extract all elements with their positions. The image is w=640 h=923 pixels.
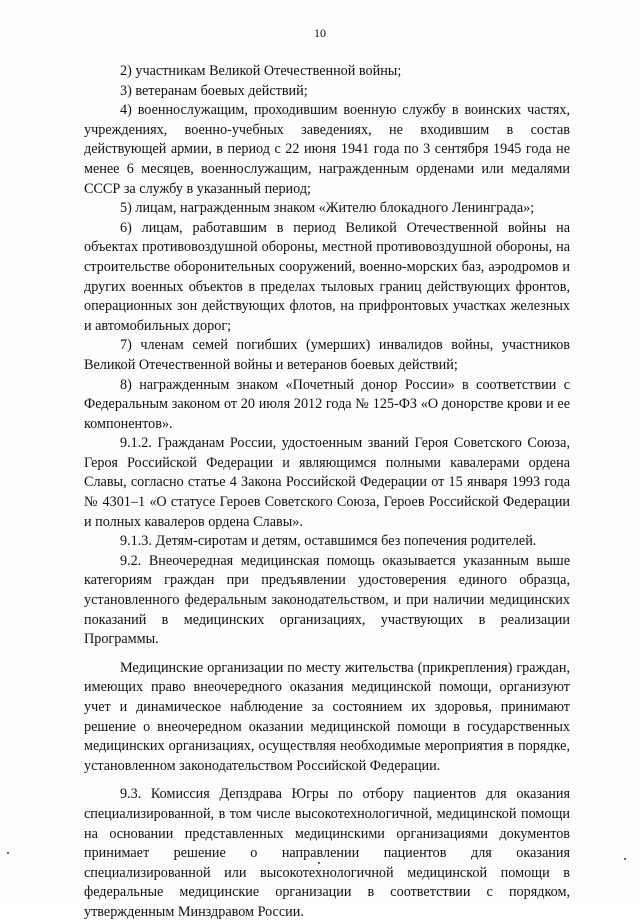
- paragraph-9-2: 9.2. Внеочередная медицинская помощь оказывается указанным выше категориям граждан при предъявлении удостоверения единого образца, установленного федеральным законодательством, и при наличии медицинских показаний в медицинских организациях, участвующих в реализации Программы.: [84, 552, 570, 648]
- paragraph-9-1-2: 9.1.2. Гражданам России, удостоенным званий Героя Советского Союза, Героя Российской Федерации и являющимся полными кавалерами ордена Славы, согласно статье 4 Закона Российской Федерации от 15 января 1993 года № 4301–1 «О статусе Героев Советского Союза, Героев Российской Федерации и полных кавалеров ордена Славы».: [84, 435, 570, 530]
- paragraph-item-2: 2) участникам Великой Отечественной войны;: [120, 63, 402, 79]
- scan-speck: [624, 858, 626, 860]
- scan-speck: [7, 852, 9, 854]
- paragraph-item-3: 3) ветеранам боевых действий;: [120, 82, 308, 99]
- paragraph-item-6: 6) лицам, работавшим в период Великой Отечественной войны на объектах противовоздушной обороны, местной противовоздушной обороны, на строительстве оборонительных сооружений, военно-морских баз, аэродромов и других военных объектов в пределах тыловых границ действующих фронтов, операционных зон действующих флотов, на прифронтовых участках железных и автомобильных дорог;: [84, 219, 570, 334]
- document-body: [84, 62, 570, 923]
- paragraph-item-7: 7) членам семей погибших (умерших) инвалидов войны, участников Великой Отечественной войны и ветеранов боевых действий;: [84, 337, 570, 373]
- paragraph-9-1-3: 9.1.3. Детям-сиротам и детям, оставшимся без попечения родителей.: [120, 533, 537, 550]
- paragraph-item-5: 5) лицам, награжденным знаком «Жителю блокадного Ленинграда»;: [120, 200, 535, 217]
- scan-speck: [318, 862, 320, 864]
- paragraph-medical-organizations: Медицинские организации по месту жительства (прикрепления) граждан, имеющих право внеочередного оказания медицинской помощи, организуют учет и динамическое наблюдение за состоянием их здоровья, принимают решение о внеочередном оказании медицинской помощи в государственных медицинских организациях, осуществляя необходимые мероприятия в порядке, установленном законодательством Российской Федерации.: [84, 659, 570, 774]
- paragraph-item-4: 4) военнослужащим, проходившим военную службу в воинских частях, учреждениях, военно-учебных заведениях, не входившим в состав действующей армии, в период с 22 июня 1941 года по 3 сентября 1945 года не менее 6 месяцев, военнослужащим, награжденным орденами или медалями СССР за службу в указанный период;: [84, 102, 570, 197]
- paragraph-item-8: 8) награжденным знаком «Почетный донор России» в соответствии с Федеральным законом от 20 июля 2012 года № 125-ФЗ «О донорстве крови и ее компонентов».: [84, 376, 570, 432]
- page-number: 10: [314, 26, 326, 40]
- paragraph-9-3: 9.3. Комиссия Депздрава Югры по отбору пациентов для оказания специализированной, в том числе высокотехнологичной, медицинской помощи на основании представленных медицинскими организациями документов принимает решение о направлении пациентов для оказания специализированной или высокотехнологичной медицинской помощи в федеральные медицинские организации в соответствии с порядком, утвержденным Минздравом России.: [84, 786, 570, 920]
